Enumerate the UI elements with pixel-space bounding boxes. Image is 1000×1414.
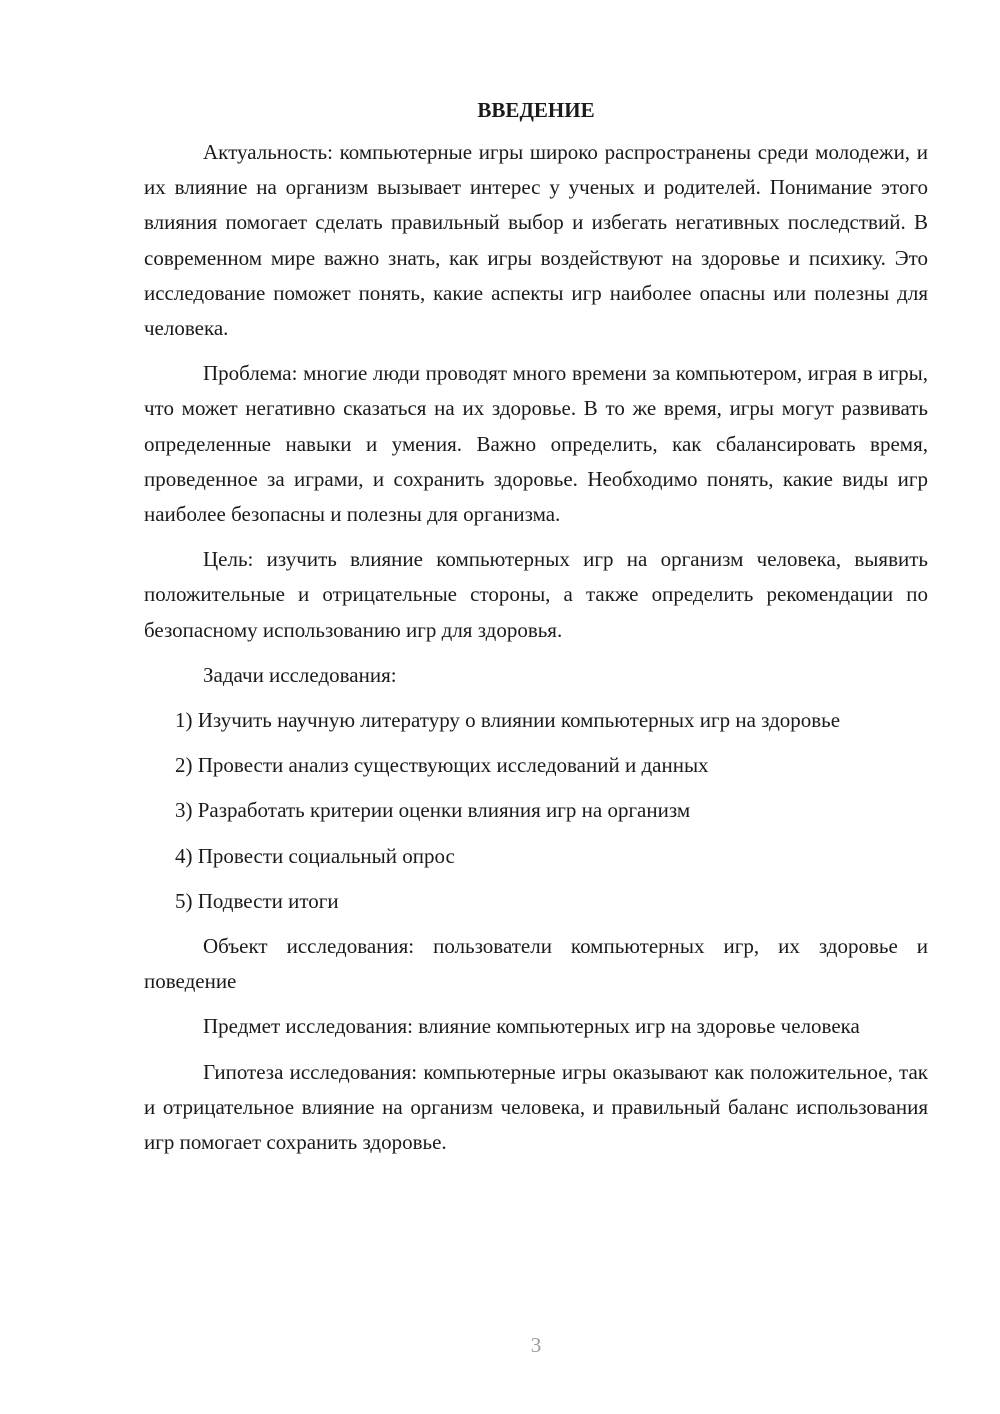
relevance-paragraph: Актуальность: компьютерные игры широко распространены среди молодежи, и их влияние на организм вызывает интерес у ученых и родителей. Понимание этого влияния помогает сделать правильный выбор и избегать негативных последствий. В современном мире важно знать, как игры воздействуют на здоровье и психику. Это исследование поможет понять, какие аспекты игр наиболее опасны или полезны для человека. xyxy=(144,140,928,341)
problem-paragraph: Проблема: многие люди проводят много времени за компьютером, играя в игры, что может негативно сказаться на их здоровье. В то же время, игры могут развивать определенные навыки и умения. Важно определить, как сбалансировать время, проведенное за играми, и сохранить здоровье. Необходимо понять, какие виды игр наиболее безопасны и полезны для организма. xyxy=(144,361,928,527)
document-page xyxy=(144,95,928,1170)
goal-paragraph: Цель: изучить влияние компьютерных игр на организм человека, выявить положительные и отрицательные стороны, а также определить рекомендации по безопасному использованию игр для здоровья. xyxy=(144,547,928,642)
object-paragraph: Объект исследования: пользователи компьютерных игр, их здоровье и поведение xyxy=(144,934,928,994)
tasks-heading: Задачи исследования: xyxy=(203,662,397,687)
hypothesis-paragraph: Гипотеза исследования: компьютерные игры оказывают как положительное, так и отрицательное влияние на организм человека, и правильный баланс использования игр помогает сохранить здоровье. xyxy=(144,1059,928,1155)
page-number: 3 xyxy=(530,1333,542,1357)
task-item-5: 5) Подвести итоги xyxy=(175,888,339,913)
task-item-4: 4) Провести социальный опрос xyxy=(175,843,455,868)
task-item-1: 1) Изучить научную литературу о влиянии компьютерных игр на здоровье xyxy=(175,708,841,733)
subject-paragraph: Предмет исследования: влияние компьютерных игр на здоровье человека xyxy=(203,1014,860,1039)
section-title: ВВЕДЕНИЕ xyxy=(477,98,595,122)
task-item-3: 3) Разработать критерии оценки влияния игр на организм xyxy=(175,798,691,823)
task-item-2: 2) Провести анализ существующих исследований и данных xyxy=(175,753,709,778)
